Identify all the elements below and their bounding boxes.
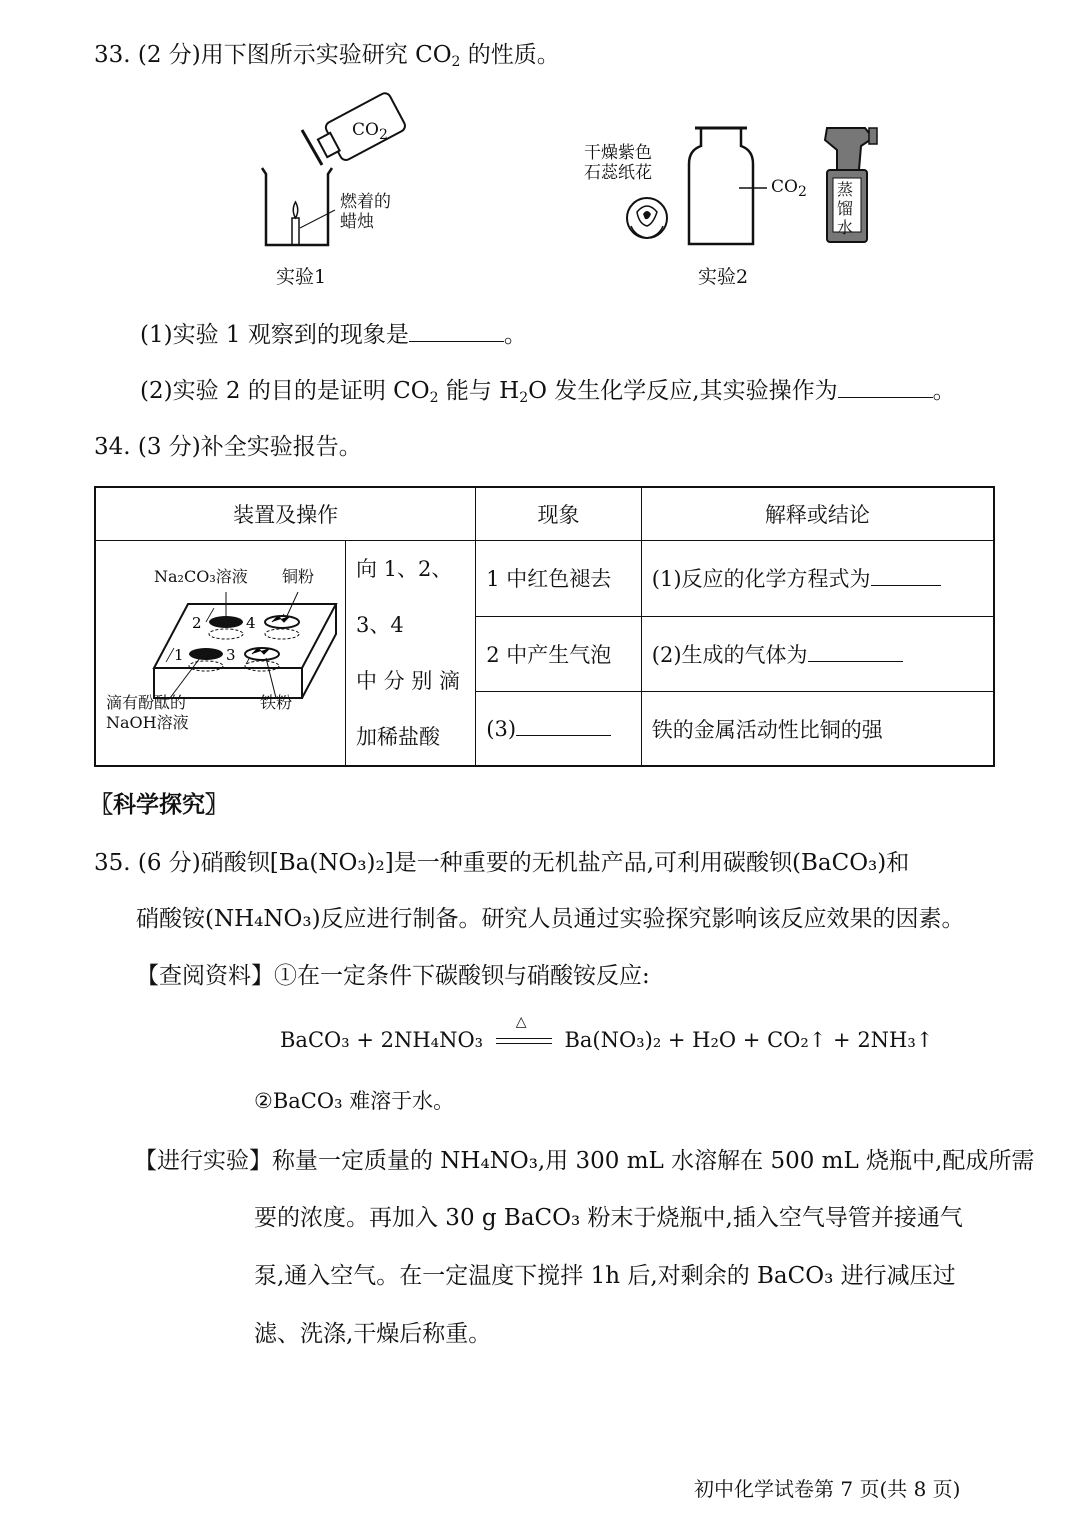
equals-heat-sign: △ [496, 1032, 552, 1052]
q33-sub2: (2)实验 2 的目的是证明 $CO_2$ 能与 $H_2O$ 发生化学反应,其实验操作为 。 [140, 378, 956, 406]
q33-title: 33. (2 分)用下图所示实验研究 $CO_2$ 的性质。 [94, 42, 560, 70]
conclusion-2: (2)生成的气体为 [641, 616, 994, 692]
answer-blank[interactable] [838, 379, 933, 398]
experiment-procedure-3: 泵,通入空气。在一定温度下搅拌 1h 后,对剩余的 BaCO₃ 进行减压过 [254, 1263, 956, 1289]
flower-label: 干燥紫色 石蕊纸花 [584, 143, 652, 183]
well-number: 2 [192, 614, 202, 632]
candle-label: 燃着的 蜡烛 [340, 192, 391, 232]
well-plate-figure-cell [95, 541, 346, 767]
well-number: 3 [226, 646, 236, 664]
copper-powder-label: 铜粉 [282, 567, 315, 586]
distilled-water-label: 蒸 馏 水 [836, 180, 853, 237]
header-conclusion: 解释或结论 [641, 487, 994, 541]
experiment-report-table [94, 486, 995, 767]
experiment-1-caption: 实验1 [276, 266, 327, 288]
phenomenon-3: (3) [476, 692, 642, 766]
operation-cell: 向 1、2、3、4 中 分 别 滴 加稀盐酸 [346, 541, 476, 767]
well-number: 1 [174, 646, 184, 664]
answer-blank[interactable] [409, 323, 504, 342]
experiment-2-caption: 实验2 [698, 266, 749, 288]
section-heading: 〖科学探究〗 [90, 792, 228, 818]
q35-reference: 【查阅资料】①在一定条件下碳酸钡与硝酸铵反应: [136, 963, 650, 989]
reaction-equation: BaCO₃ + 2NH₄NO₃ △ Ba(NO₃)₂ + H₂O + CO₂↑ + 2NH₃↑ [280, 1013, 934, 1052]
answer-blank[interactable] [808, 643, 903, 662]
experiment-procedure-1: 【进行实验】称量一定质量的 NH₄NO₃,用 300 mL 水溶解在 500 mL 烧瓶中,配成所需 [134, 1148, 1035, 1174]
q33-sub1: (1)实验 1 观察到的现象是 。 [140, 322, 527, 348]
q34-title: 34. (3 分)补全实验报告。 [94, 434, 362, 460]
reference-2: ②BaCO₃ 难溶于水。 [254, 1089, 455, 1113]
jar-co2-label: $CO_2$ [771, 177, 807, 200]
experiment-procedure-2: 要的浓度。再加入 30 g BaCO₃ 粉末于烧瓶中,插入空气导管并接通气 [254, 1205, 963, 1231]
phenomenon-2: 2 中产生气泡 [476, 616, 642, 692]
header-phenomenon: 现象 [476, 487, 642, 541]
na2co3-label: Na₂CO₃溶液 [154, 567, 248, 586]
well-number: 4 [246, 614, 256, 632]
conclusion-3: 铁的金属活动性比铜的强 [641, 692, 994, 766]
answer-blank[interactable] [871, 567, 941, 586]
co2-bottle-label: $CO_2$ [352, 120, 388, 143]
phenolphthalein-label: 滴有酚酞的 NaOH溶液 [106, 693, 189, 732]
answer-blank[interactable] [516, 717, 611, 736]
header-apparatus: 装置及操作 [95, 487, 476, 541]
iron-powder-label: 铁粉 [260, 693, 293, 712]
experiment-procedure-4: 滤、洗涤,干燥后称重。 [254, 1321, 492, 1347]
conclusion-1: (1)反应的化学方程式为 [641, 541, 994, 617]
page-footer: 初中化学试卷第 7 页(共 8 页) [694, 1477, 961, 1501]
flower-icon [627, 198, 667, 238]
q35-line-2: 硝酸铵(NH₄NO₃)反应进行制备。研究人员通过实验探究影响该反应效果的因素。 [136, 906, 965, 932]
q35-line-1: 35. (6 分)硝酸钡[Ba(NO₃)₂]是一种重要的无机盐产品,可利用碳酸钡(BaCO₃)和 [94, 850, 910, 876]
phenomenon-1: 1 中红色褪去 [476, 541, 642, 617]
